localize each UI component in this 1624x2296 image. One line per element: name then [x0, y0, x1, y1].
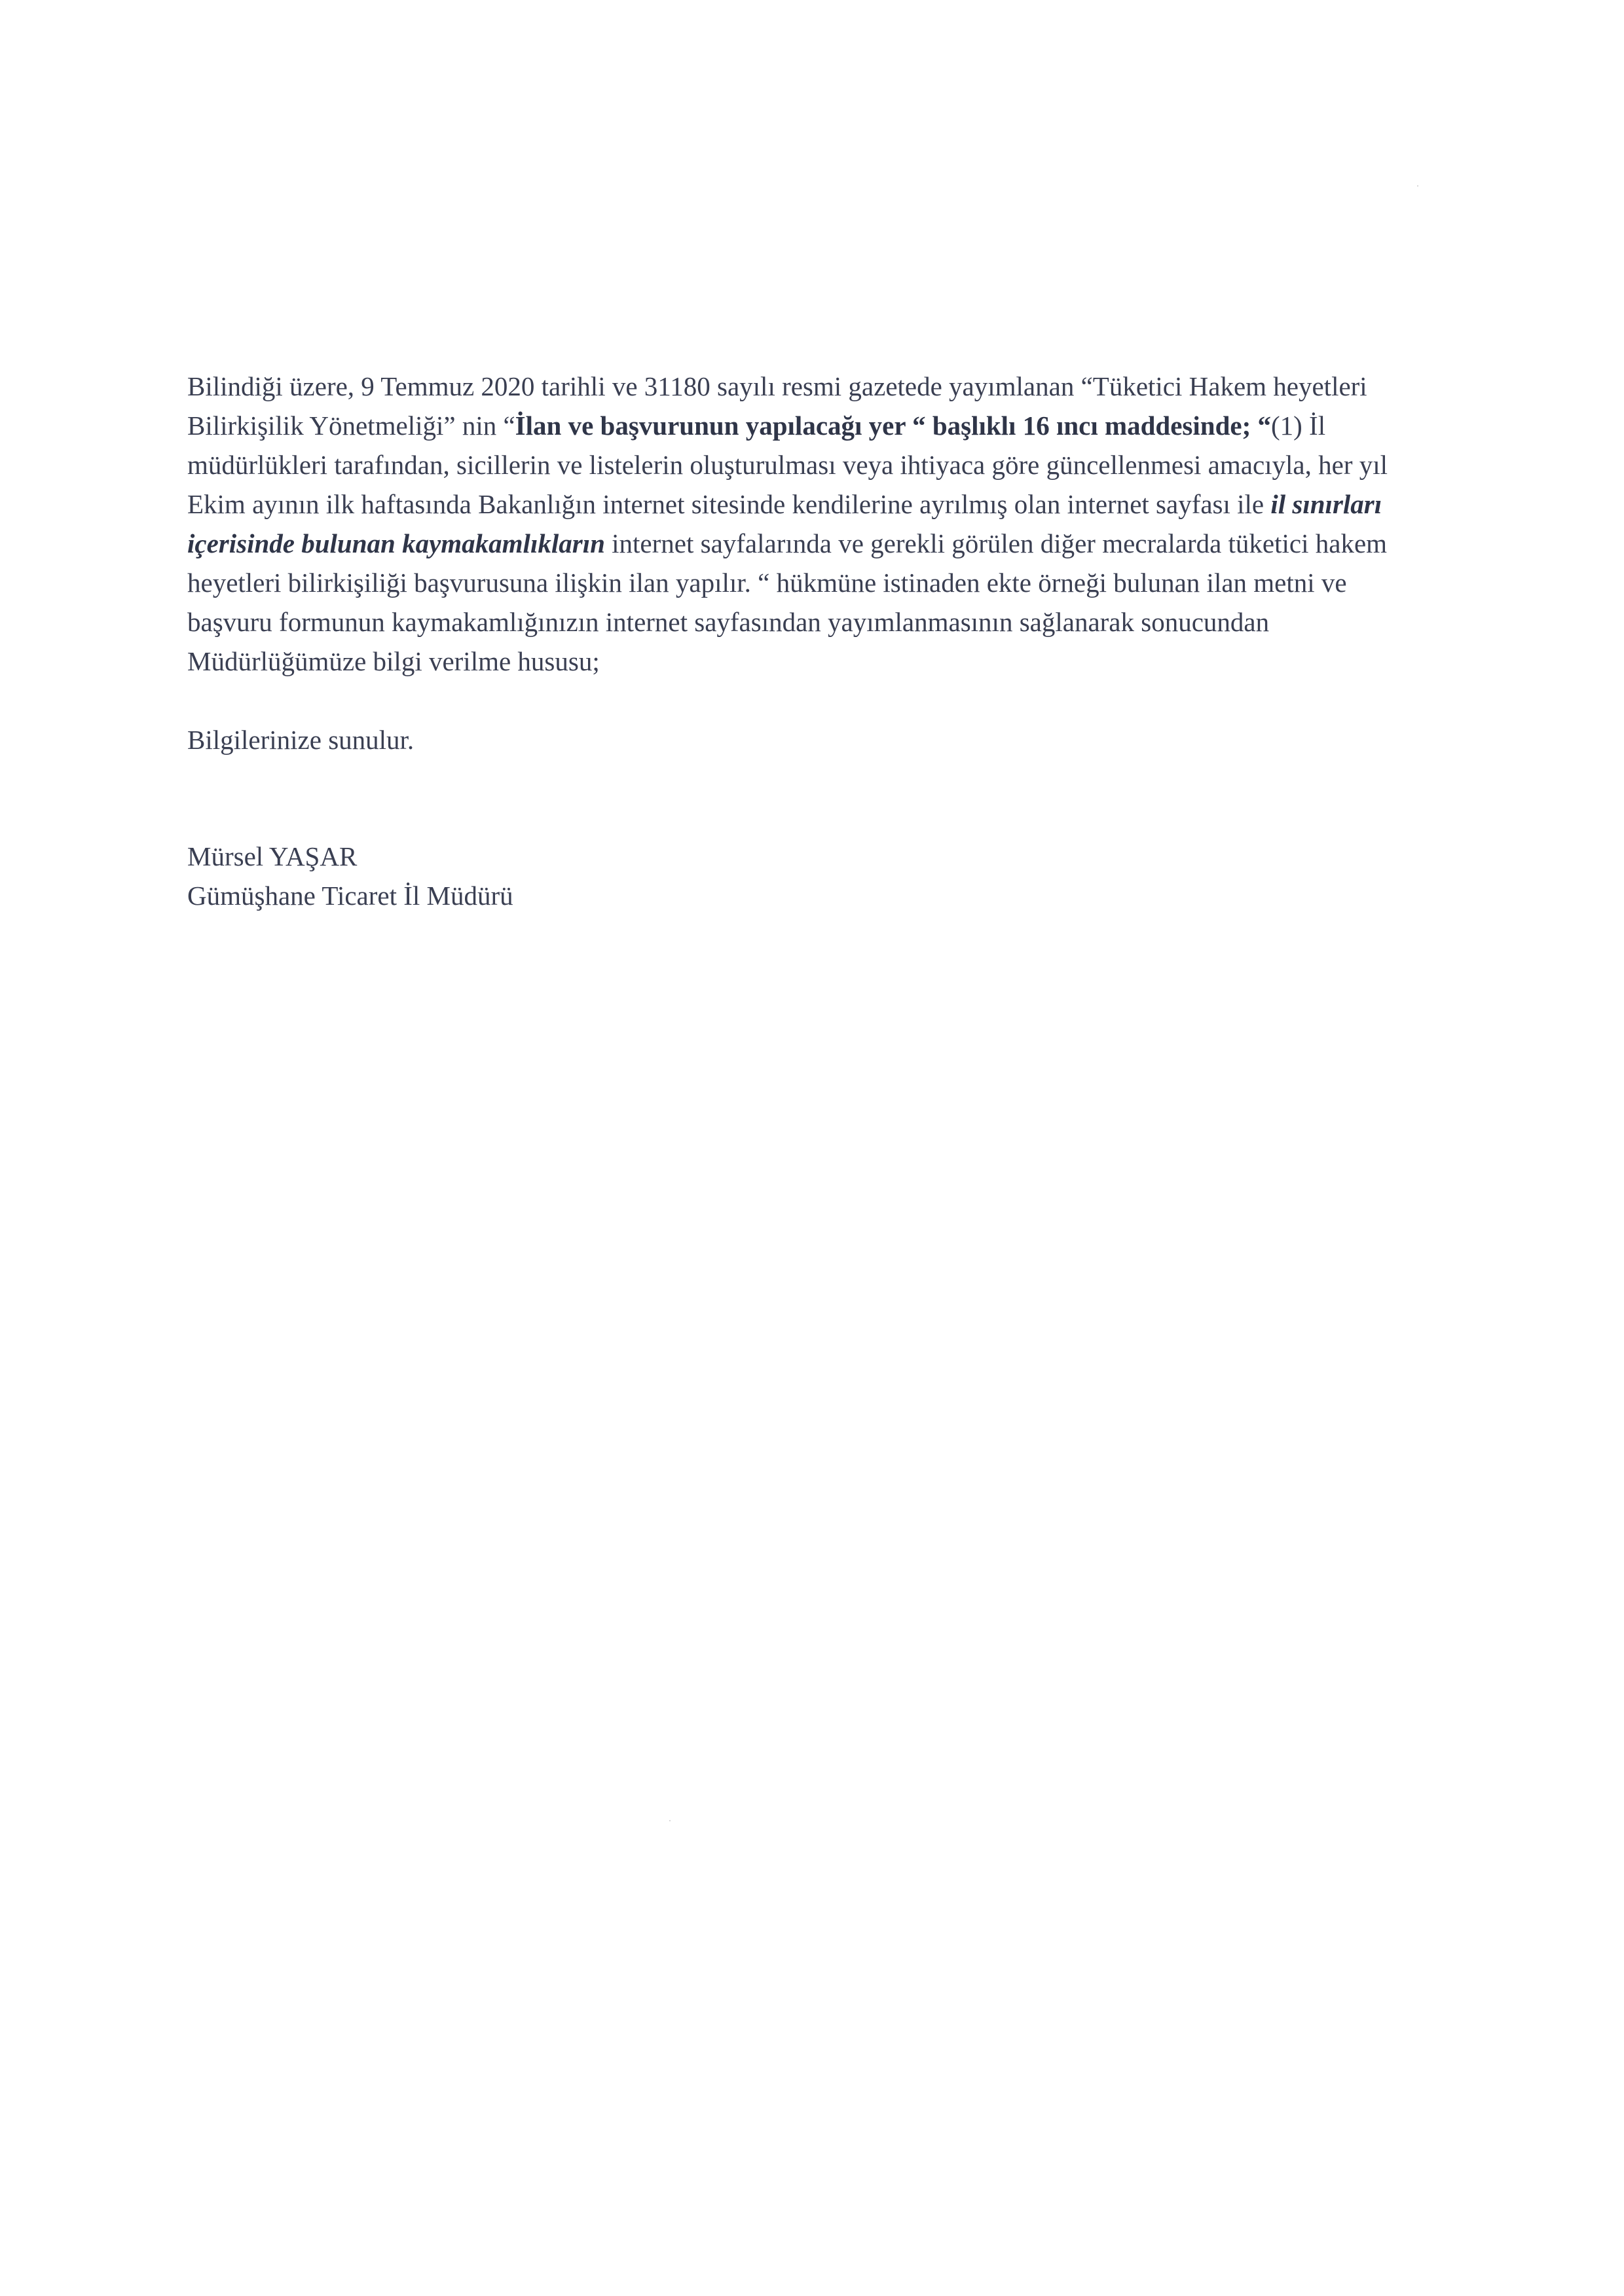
letter-body — [187, 367, 1431, 915]
scan-speck — [669, 1820, 671, 1821]
signatory-name: Mürsel YAŞAR — [187, 841, 358, 871]
paragraph-text-1: Bilindiği üzere, 9 Temmuz 2020 tarihli ve 31180 sayılı resmi gazetede yayımlanan “Tüketici Hakem heyetleri Bilirkişilik Yönetmeliği” nin “ — [187, 371, 1367, 441]
signatory-title: Gümüşhane Ticaret İl Müdürü — [187, 881, 513, 911]
paragraph-bold-italic-emphasis: il sınırları içerisinde bulunan kaymakamlıkların — [187, 489, 1382, 558]
closing-line: Bilgilerinize sunulur. — [187, 725, 415, 755]
signature-block — [187, 837, 1431, 915]
paragraph-bold-heading: İlan ve başvurunun yapılacağı yer “ başlıklı 16 ıncı maddesinde; “ — [515, 410, 1271, 441]
paragraph-text-2: (1) İl müdürlükleri tarafından, sicillerin ve listelerin oluşturulması veya ihtiyaca göre güncellenmesi amacıyla, her yıl Ekim ayının ilk haftasında Bakanlığın internet sitesinde kendilerine ayrılmış olan internet sayfası ile — [187, 410, 1388, 519]
main-paragraph — [187, 367, 1431, 681]
scan-speck — [1417, 185, 1418, 187]
paragraph-text-3: internet sayfalarında ve gerekli görülen diğer mecralarda tüketici hakem heyetleri bilirkişiliği başvurusuna ilişkin ilan yapılır. “ hükmüne istinaden ekte örneği bulunan ilan metni ve başvuru formunun kaymakamlığınızın internet sayfasından yayımlanmasının sağlanarak sonucundan Müdürlüğümüze bilgi verilme hususu; — [187, 528, 1388, 676]
